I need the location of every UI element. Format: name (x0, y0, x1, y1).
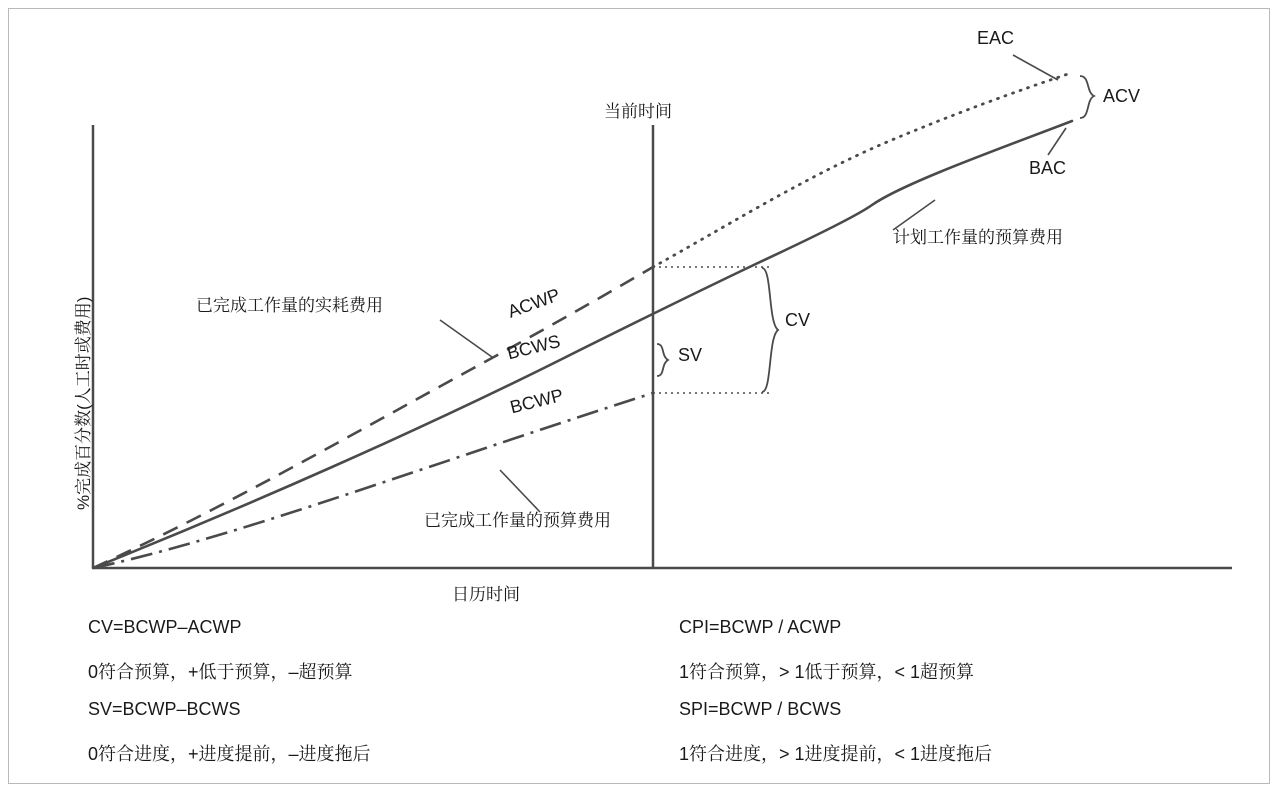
acwp-description: 已完成工作量的实耗费用 (196, 296, 383, 315)
bcws-label: BCWS (505, 330, 563, 364)
bac-callout-leader (1048, 128, 1066, 155)
sv-brace (657, 344, 668, 376)
acwp-callout-leader (440, 320, 492, 357)
current-time-label: 当前时间 (604, 102, 672, 121)
bcwp-callout-leader (500, 470, 540, 512)
acwp-label: ACWP (505, 284, 563, 322)
formula-left-2: SV=BCWP–BCWS (88, 699, 241, 719)
bcwp-curve (93, 393, 653, 568)
formula-left-1: 0符合预算，+低于预算，–超预算 (88, 662, 353, 682)
bcwp-label: BCWP (508, 384, 566, 418)
formula-left-0: CV=BCWP–ACWP (88, 617, 242, 637)
bcws-description: 计划工作量的预算费用 (893, 228, 1063, 247)
formula-left-3: 0符合进度，+进度提前，–进度拖后 (88, 744, 371, 764)
eac-callout-leader (1013, 55, 1058, 80)
eac-label: EAC (977, 28, 1015, 48)
x-axis-label: 日历时间 (452, 585, 520, 604)
sv-label: SV (678, 345, 703, 365)
bcwp-description: 已完成工作量的预算费用 (424, 511, 611, 530)
formula-right-2: SPI=BCWP / BCWS (679, 699, 842, 719)
bcws-curve (93, 121, 1072, 568)
acv-brace (1080, 76, 1094, 118)
formula-right-0: CPI=BCWP / ACWP (679, 617, 842, 637)
y-axis-label: %完成百分数(人工时或费用) (74, 296, 93, 510)
formula-right-3: 1符合进度，> 1进度提前，< 1进度拖后 (679, 744, 993, 764)
cv-brace (762, 268, 778, 392)
acv-label: ACV (1103, 86, 1141, 106)
cv-label: CV (785, 310, 811, 330)
formula-right-1: 1符合预算，> 1低于预算，< 1超预算 (679, 662, 975, 682)
bac-label: BAC (1029, 158, 1067, 178)
bcws-callout-leader (893, 200, 935, 230)
